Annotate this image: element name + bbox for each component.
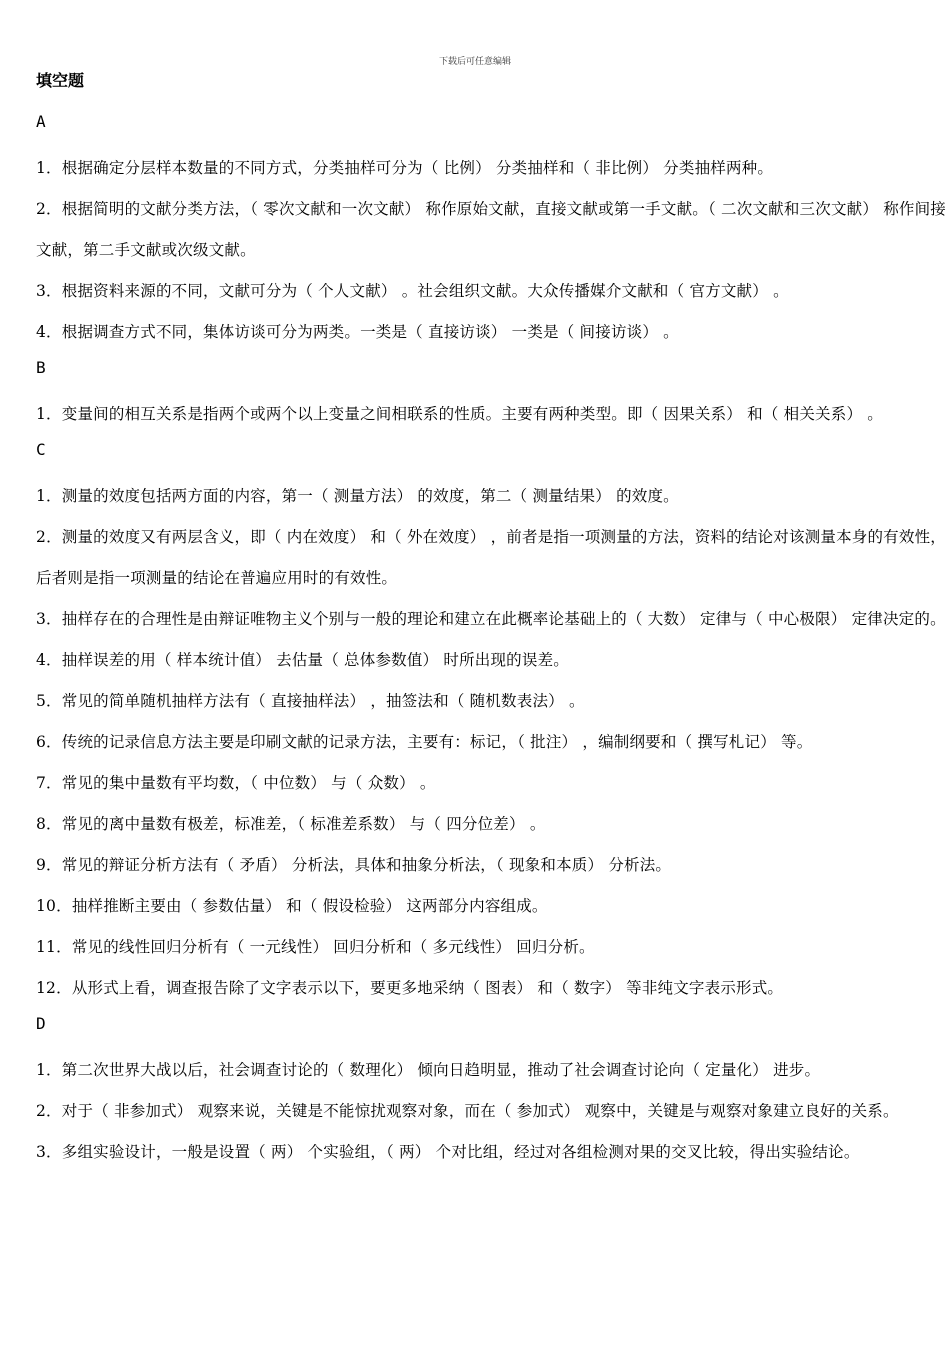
question-item: 3．根据资料来源的不同，文献可分为（ 个人文献） 。社会组织文献。大众传播媒介文献和（ 官方文献） 。	[36, 282, 789, 300]
sections-container	[36, 107, 946, 1173]
document-body	[36, 66, 946, 1173]
question-item: 11．常见的线性回归分析有（ 一元线性） 回归分析和（ 多元线性） 回归分析。	[36, 938, 595, 956]
question-item: 4．抽样误差的用（ 样本统计值） 去估量（ 总体参数值） 时所出现的误差。	[36, 651, 569, 669]
question-item: 10．抽样推断主要由（ 参数估量） 和（ 假设检验） 这两部分内容组成。	[36, 897, 548, 915]
section-letter: B	[36, 358, 46, 377]
section-b	[36, 353, 946, 435]
question-item: 8．常见的离中量数有极差，标准差，（ 标准差系数） 与（ 四分位差） 。	[36, 815, 546, 833]
question-item: 1．第二次世界大战以后，社会调查讨论的（ 数理化） 倾向日趋明显，推动了社会调查讨论向（ 定量化） 进步。	[36, 1061, 821, 1079]
question-item: 4．根据调查方式不同，集体访谈可分为两类。一类是（ 直接访谈） 一类是（ 间接访谈） 。	[36, 323, 679, 341]
question-item: 3．抽样存在的合理性是由辩证唯物主义个别与一般的理论和建立在此概率论基础上的（ 大数） 定律与（ 中心极限） 定律决定的。	[36, 610, 946, 628]
section-a	[36, 107, 946, 353]
question-item: 1．变量间的相互关系是指两个或两个以上变量之间相联系的性质。主要有两种类型。即（ 因果关系） 和（ 相关关系） 。	[36, 405, 883, 423]
question-item: 6．传统的记录信息方法主要是印刷文献的记录方法，主要有：标记，（ 批注） ，编制纲要和（ 撰写札记） 等。	[36, 733, 813, 751]
section-letter: D	[36, 1014, 46, 1033]
question-item: 7．常见的集中量数有平均数，（ 中位数） 与（ 众数） 。	[36, 774, 436, 792]
question-item: 2．测量的效度又有两层含义，即（ 内在效度） 和（ 外在效度） ，前者是指一项测量的方法，资料的结论对该测量本身的有效性，后者则是指一项测量的结论在普遍应用时的有效性。	[36, 528, 946, 587]
document-title: 填空题	[36, 71, 85, 90]
section-d	[36, 1009, 946, 1173]
question-item: 5．常见的简单随机抽样方法有（ 直接抽样法） ，抽签法和（ 随机数表法） 。	[36, 692, 585, 710]
question-item: 2．对于（ 非参加式） 观察来说，关键是不能惊扰观察对象，而在（ 参加式） 观察中，关键是与观察对象建立良好的关系。	[36, 1102, 899, 1120]
question-item: 9．常见的辩证分析方法有（ 矛盾） 分析法，具体和抽象分析法，（ 现象和本质） 分析法。	[36, 856, 672, 874]
question-item: 1．根据确定分层样本数量的不同方式，分类抽样可分为（ 比例） 分类抽样和（ 非比例） 分类抽样两种。	[36, 159, 774, 177]
section-c	[36, 435, 946, 1009]
page-header-note: 下载后可任意编辑	[438, 57, 511, 67]
section-letter: A	[36, 112, 46, 131]
question-item: 2．根据简明的文献分类方法，（ 零次文献和一次文献） 称作原始文献，直接文献或第一手文献。（ 二次文献和三次文献） 称作间接文献，第二手文献或次级文献。	[36, 200, 946, 259]
section-letter: C	[36, 440, 46, 459]
question-item: 1．测量的效度包括两方面的内容，第一（ 测量方法） 的效度，第二（ 测量结果） 的效度。	[36, 487, 679, 505]
question-item: 3．多组实验设计，一般是设置（ 两） 个实验组，（ 两） 个对比组，经过对各组检测对果的交叉比较，得出实验结论。	[36, 1143, 860, 1161]
question-item: 12．从形式上看，调查报告除了文字表示以下，要更多地采纳（ 图表） 和（ 数字） 等非纯文字表示形式。	[36, 979, 784, 997]
